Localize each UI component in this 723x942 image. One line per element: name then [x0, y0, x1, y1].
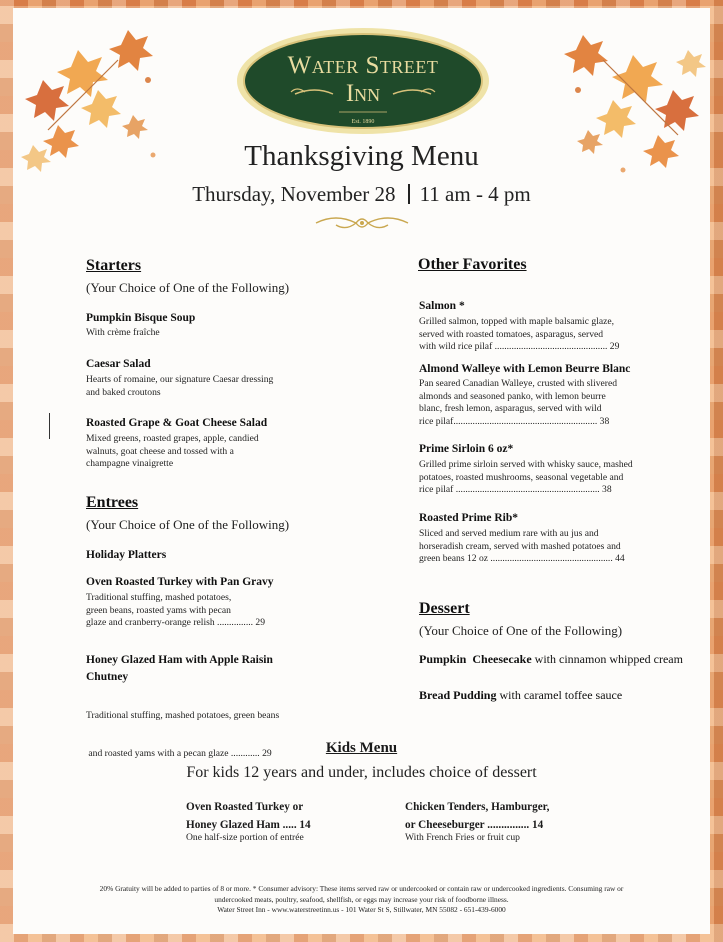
dessert-choice-note: (Your Choice of One of the Following) — [419, 623, 623, 638]
event-date-line — [0, 182, 723, 207]
dessert-item: Pumpkin Cheesecake with cinnamon whipped cream — [419, 652, 683, 666]
page-title: Thanksgiving Menu — [244, 140, 479, 172]
menu-item-name: Caesar Salad — [86, 358, 151, 370]
kids-menu-subtitle: For kids 12 years and under, includes choice of dessert — [186, 764, 537, 781]
entrees-heading: Entrees — [86, 494, 139, 511]
holiday-platters-subheading: Holiday Platters — [86, 549, 167, 561]
menu-item-desc: Sliced and served medium rare with au jus and horseradish cream, served with mashed potatoes and green beans 12 oz ................................................... 44 — [419, 528, 625, 565]
menu-item-name: Roasted Grape & Goat Cheese Salad — [86, 417, 268, 429]
event-date: Thursday, November 28 — [192, 182, 396, 206]
event-hours: 11 am - 4 pm — [419, 182, 531, 206]
starters-choice-note: (Your Choice of One of the Following) — [86, 280, 290, 295]
menu-item-desc: With crème fraîche — [86, 327, 160, 338]
menu-item-name: Salmon * — [419, 300, 465, 312]
menu-item-name: Almond Walleye with Lemon Beurre Blanc — [419, 363, 631, 375]
logo-name-line2: Inn — [345, 80, 381, 107]
menu-item-desc: Grilled salmon, topped with maple balsamic glaze, served with roasted tomatoes, asparagus, served with wild rice pilaf ............................................... 29 — [419, 316, 620, 353]
menu-item-name: Roasted Prime Rib* — [419, 512, 519, 524]
contact-line: Water Street Inn - www.waterstreetinn.us - 101 Water St S, Stillwater, MN 55082 - 651-439-6000 — [217, 905, 506, 915]
footer-notice — [40, 884, 683, 916]
entrees-choice-note: (Your Choice of One of the Following) — [86, 517, 290, 532]
dessert-heading: Dessert — [419, 600, 470, 617]
date-separator — [408, 184, 410, 204]
menu-item-name: Oven Roasted Turkey with Pan Gravy — [86, 576, 274, 588]
dessert-item: Bread Pudding with caramel toffee sauce — [419, 688, 623, 702]
kids-item-desc: With French Fries or fruit cup — [405, 832, 520, 843]
kids-item-name: Oven Roasted Turkey or Honey Glazed Ham ..... 14 — [186, 801, 311, 831]
kids-item-desc: One half-size portion of entrée — [186, 832, 304, 843]
menu-item-desc: Grilled prime sirloin served with whisky sauce, mashed potatoes, roasted mushrooms, seasonal vegetable and rice pilaf ............................................................ 38 — [419, 459, 633, 496]
menu-item-name: Prime Sirloin 6 oz* — [419, 443, 514, 455]
kids-item-name: Chicken Tenders, Hamburger, or Cheeseburger ............... 14 — [405, 801, 550, 831]
menu-item-desc: Pan seared Canadian Walleye, crusted with slivered almonds and seasoned panko, with lemon beurre blanc, fresh lemon, asparagus, served with wild rice pilaf............................................................ 38 — [419, 378, 618, 427]
menu-item-desc: Mixed greens, roasted grapes, apple, candied walnuts, goat cheese and tossed with a champagne vinaigrette — [86, 433, 259, 470]
kids-menu-heading: Kids Menu — [325, 740, 398, 756]
starters-heading: Starters — [86, 257, 142, 274]
advisory-line-2: undercooked meats, poultry, seafood, shellfish, or eggs may increase your risk of foodborne illness. — [214, 894, 509, 904]
menu-item-desc: Traditional stuffing, mashed potatoes, green beans, roasted yams with pecan glaze and cranberry-orange relish ............... 29 — [86, 592, 266, 629]
text-cursor — [49, 413, 50, 439]
menu-item-desc: Hearts of romaine, our signature Caesar dressing and baked croutons — [86, 374, 274, 398]
logo-name-line1: Water Street — [287, 52, 439, 79]
other-favorites-heading: Other Favorites — [418, 256, 527, 273]
menu-item-name: Honey Glazed Ham with Apple Raisin Chutney — [86, 654, 273, 683]
gratuity-advisory-line: 20% Gratuity will be added to parties of 8 or more. * Consumer advisory: These items served raw or undercooked or contain raw or undercooked ingredients. Consuming raw or — [99, 884, 624, 893]
menu-item-desc: Traditional stuffing, mashed potatoes, green beans and roasted yams with a pecan glaze ............ 29 — [86, 710, 280, 759]
water-street-inn-logo — [235, 26, 491, 136]
flourish-ornament-icon — [306, 212, 418, 234]
logo-est: Est. 1890 — [351, 119, 375, 125]
menu-item-name: Pumpkin Bisque Soup — [86, 312, 196, 324]
